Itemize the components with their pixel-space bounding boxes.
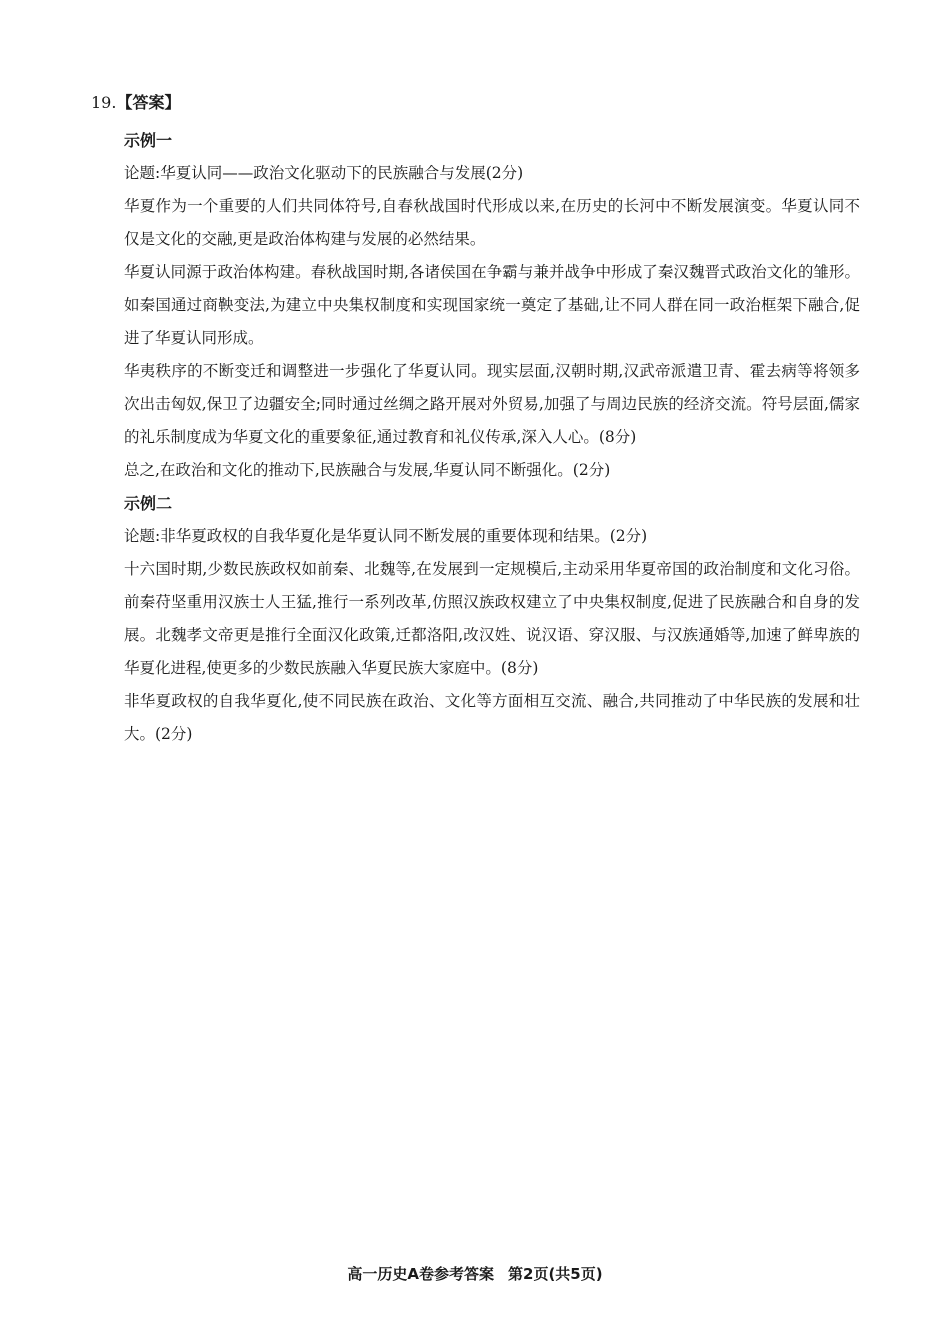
question-number: 19. bbox=[91, 93, 117, 112]
example-one-paragraph: 华夷秩序的不断变迁和调整进一步强化了华夏认同。现实层面,汉朝时期,汉武帝派遣卫青、霍去病等将领多次出击匈奴,保卫了边疆安全;同时通过丝绸之路开展对外贸易,加强了与周边民族的经济交流。符号层面,儒家的礼乐制度成为华夏文化的重要象征,通过教育和礼仪传承,深入人心。(8分) bbox=[124, 362, 860, 446]
example-two-conclusion: 非华夏政权的自我华夏化,使不同民族在政治、文化等方面相互交流、融合,共同推动了中华民族的发展和壮大。(2分) bbox=[124, 692, 860, 743]
example-two-paragraph: 十六国时期,少数民族政权如前秦、北魏等,在发展到一定规模后,主动采用华夏帝国的政治制度和文化习俗。前秦苻坚重用汉族士人王猛,推行一系列改革,仿照汉族政权建立了中央集权制度,促进了民族融合和自身的发展。北魏孝文帝更是推行全面汉化政策,迁都洛阳,改汉姓、说汉语、穿汉服、与汉族通婚等,加速了鲜卑族的华夏化进程,使更多的少数民族融入华夏民族大家庭中。(8分) bbox=[124, 560, 860, 677]
answer-content bbox=[124, 124, 860, 751]
example-one-paragraph: 华夏认同源于政治体构建。春秋战国时期,各诸侯国在争霸与兼并战争中形成了秦汉魏晋式政治文化的雏形。如秦国通过商鞅变法,为建立中央集权制度和实现国家统一奠定了基础,让不同人群在同一政治框架下融合,促进了华夏认同形成。 bbox=[124, 263, 860, 347]
page-footer bbox=[0, 1263, 950, 1285]
question-header bbox=[91, 92, 180, 114]
example-one-paragraph: 华夏作为一个重要的人们共同体符号,自春秋战国时代形成以来,在历史的长河中不断发展演变。华夏认同不仅是文化的交融,更是政治体构建与发展的必然结果。 bbox=[124, 197, 860, 248]
footer-page-number: 第2页(共5页) bbox=[508, 1265, 603, 1283]
example-one-title: 示例一 bbox=[124, 131, 173, 150]
example-two-thesis: 论题:非华夏政权的自我华夏化是华夏认同不断发展的重要体现和结果。(2分) bbox=[124, 527, 648, 545]
footer-title: 高一历史A卷参考答案 bbox=[347, 1265, 495, 1283]
example-two-title: 示例二 bbox=[124, 494, 173, 513]
answer-label: 【答案】 bbox=[116, 93, 181, 112]
example-one-thesis: 论题:华夏认同——政治文化驱动下的民族融合与发展(2分) bbox=[124, 164, 524, 182]
example-one-conclusion: 总之,在政治和文化的推动下,民族融合与发展,华夏认同不断强化。(2分) bbox=[124, 461, 611, 479]
